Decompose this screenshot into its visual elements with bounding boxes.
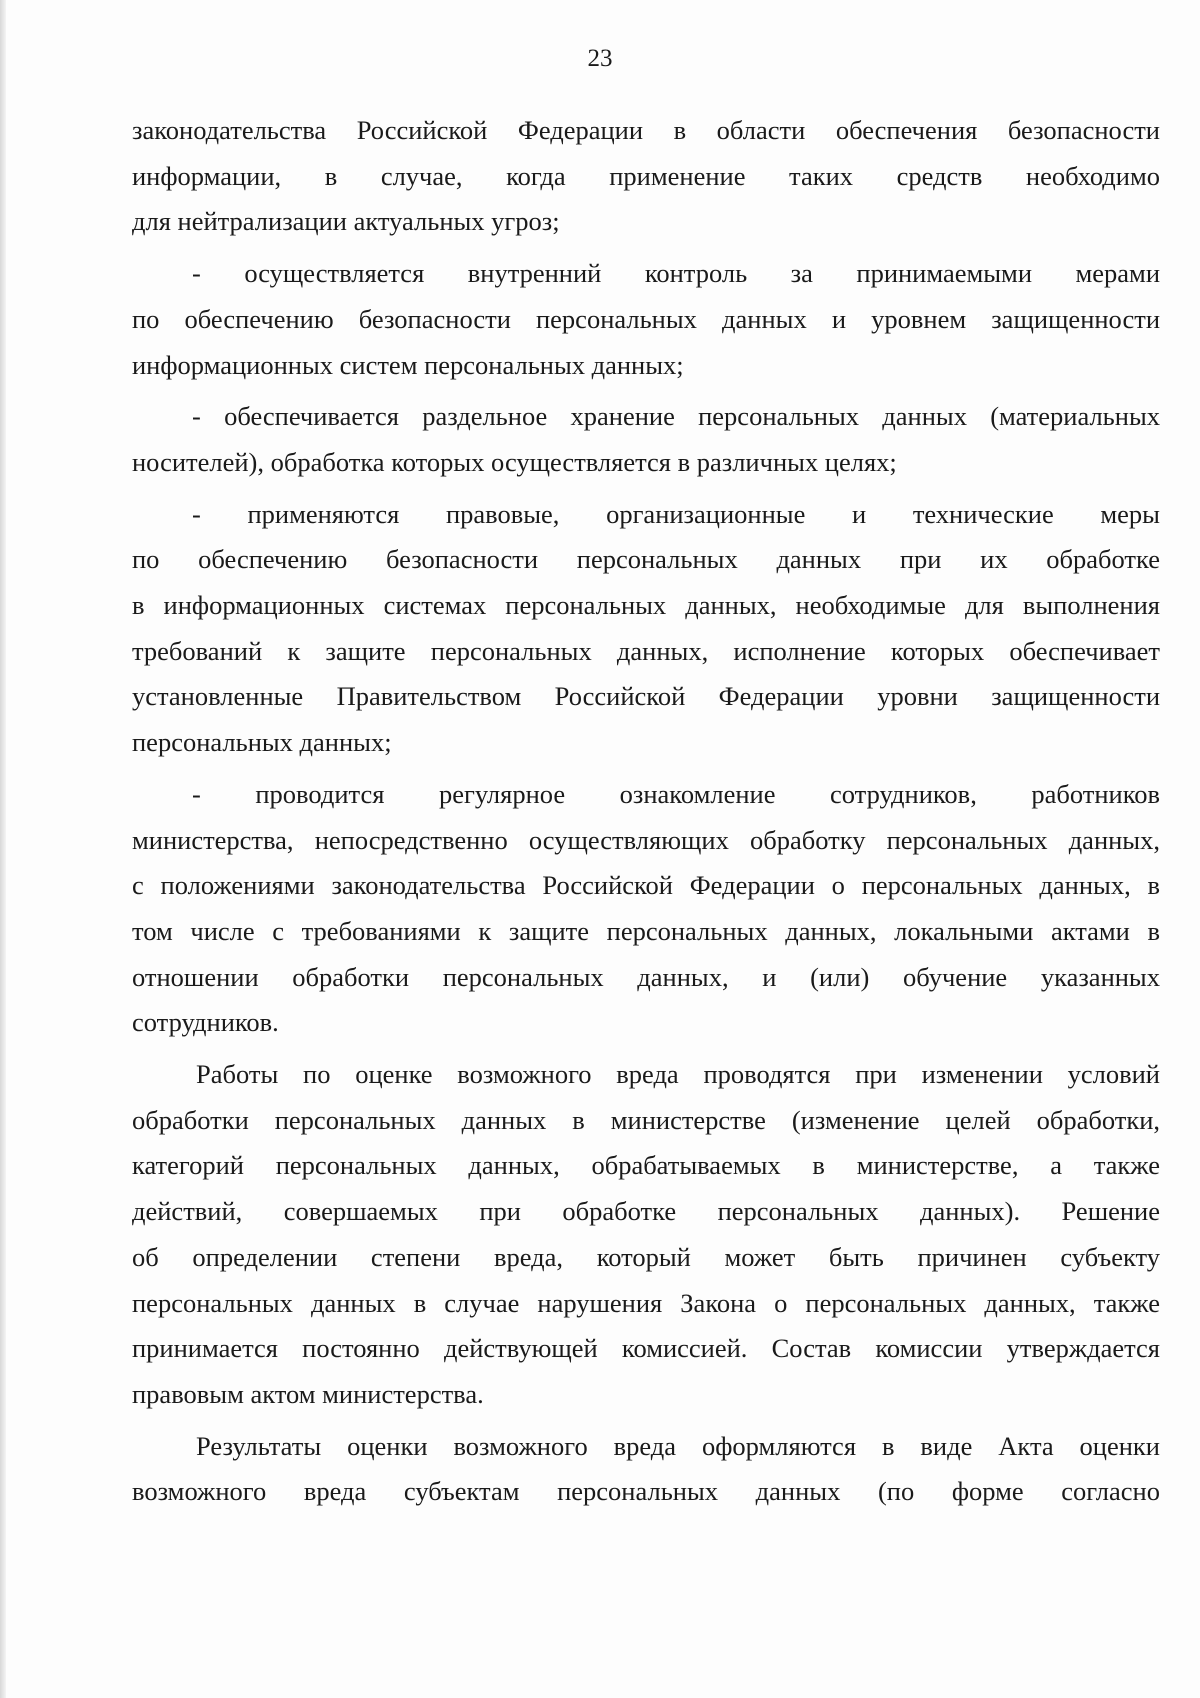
document-body (132, 108, 1160, 1515)
page-number: 23 (587, 45, 613, 72)
text-line: персональных данных; (132, 727, 392, 758)
list-item (132, 394, 1160, 485)
text-line: установленные Правительством Российской Федерации уровни защищенности (132, 681, 1160, 712)
text-line: для нейтрализации актуальных угроз; (132, 206, 560, 237)
text-line: Результаты оценки возможного вреда оформляются в виде Акта оценки (196, 1430, 1160, 1461)
paragraph (132, 108, 1160, 245)
text-line: - осуществляется внутренний контроль за принимаемыми мерами (192, 258, 1160, 289)
paragraph (132, 1052, 1160, 1418)
text-line: действий, совершаемых при обработке персональных данных). Решение (132, 1196, 1160, 1227)
text-line: об определении степени вреда, который может быть причинен субъекту (132, 1241, 1160, 1272)
text-line: по обеспечению безопасности персональных данных при их обработке (132, 544, 1160, 575)
text-line: Работы по оценке возможного вреда проводятся при изменении условий (196, 1059, 1160, 1090)
text-line: категорий персональных данных, обрабатываемых в министерстве, а также (132, 1150, 1160, 1181)
text-line: правовым актом министерства. (132, 1378, 484, 1409)
text-line: принимается постоянно действующей комиссией. Состав комиссии утверждается (132, 1333, 1160, 1364)
paragraph (132, 1424, 1160, 1515)
text-line: в информационных системах персональных данных, необходимые для выполнения (132, 590, 1160, 621)
text-line: законодательства Российской Федерации в области обеспечения безопасности (132, 115, 1160, 145)
text-line: - применяются правовые, организационные и технические меры (192, 498, 1160, 529)
text-line: носителей), обработка которых осуществляется в различных целях; (132, 446, 897, 477)
list-item (132, 492, 1160, 766)
text-line: - проводится регулярное ознакомление сотрудников, работников (192, 778, 1160, 809)
text-line: информации, в случае, когда применение таких средств необходимо (132, 160, 1160, 191)
text-line: по обеспечению безопасности персональных данных и уровнем защищенности (132, 303, 1160, 334)
text-line: обработки персональных данных в министерстве (изменение целей обработки, (132, 1104, 1160, 1135)
text-line: требований к защите персональных данных, исполнение которых обеспечивает (132, 635, 1160, 666)
list-item (132, 251, 1160, 388)
text-line: персональных данных в случае нарушения Закона о персональных данных, также (132, 1287, 1160, 1318)
text-line: отношении обработки персональных данных, и (или) обучение указанных (132, 961, 1160, 992)
text-line: информационных систем персональных данных; (132, 349, 684, 380)
scan-edge (0, 0, 6, 1698)
text-line: том числе с требованиями к защите персональных данных, локальными актами в (132, 915, 1160, 946)
text-line: с положениями законодательства Российской Федерации о персональных данных, в (132, 870, 1160, 901)
list-item (132, 772, 1160, 1046)
text-line: - обеспечивается раздельное хранение персональных данных (материальных (192, 401, 1160, 432)
text-line: возможного вреда субъектам персональных данных (по форме согласно (132, 1476, 1160, 1507)
text-line: министерства, непосредственно осуществляющих обработку персональных данных, (132, 824, 1160, 855)
text-line: сотрудников. (132, 1007, 279, 1038)
